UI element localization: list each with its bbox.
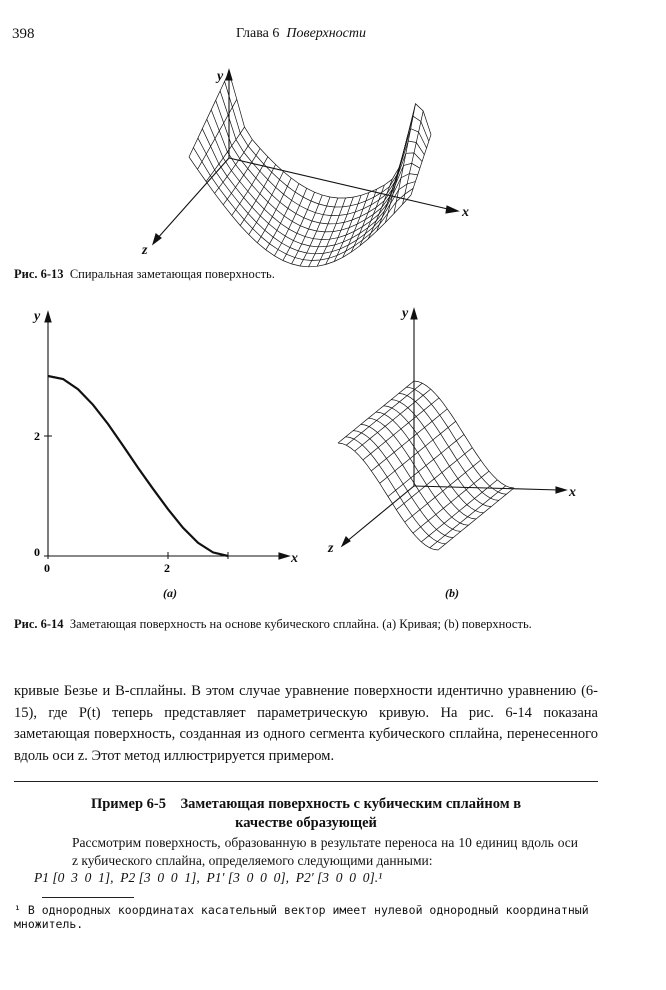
example-body [14,834,598,887]
fig13-x-arrow [446,206,458,213]
figure-6-14a-chart [0,300,320,610]
fig13-mesh-line [385,135,407,222]
fig13-mesh-line [189,72,229,157]
chapter-number: Глава 6 [236,26,280,41]
chart-ylabel: y [34,309,41,324]
fig13-caption [14,266,600,282]
fig14-caption-label: Рис. 6-14 [14,617,64,631]
fig13-label-x: x [462,205,469,220]
fig14b-label-x: x [569,485,576,500]
fig13-mesh-line [198,138,416,254]
fig13-mesh-line [394,104,416,214]
fig13-mesh-line [257,178,291,243]
chapter-title: Поверхности [286,26,366,41]
fig13-mesh-line [300,197,330,266]
chart-xtick-label: 0 [44,561,50,575]
panel-label-a: (a) [163,586,177,600]
fig13-caption-label: Рис. 6-13 [14,267,64,281]
chart-ytick-label: 2 [34,429,40,443]
chart-xtick-label: 2 [164,561,170,575]
example-text: Рассмотрим поверхность, образованную в результате переноса на 10 единиц вдоль оси z кубического сплайна, определяемого следующими данными: [72,835,578,868]
fig14-caption [14,616,600,632]
fig13-label-z: z [142,243,148,258]
example-heading [14,795,598,833]
example-points: P1 [0 3 0 1], P2 [3 0 0 1], P1′ [3 0 0 0], P2′ [3 0 0 0].¹ [34,870,383,885]
fig14-caption-text: Заметающая поверхность на основе кубического сплайна. (a) Кривая; (b) поверхность. [69,617,532,631]
fig13-label-y: y [217,69,224,84]
footnote: ¹ В однородных координатах касательный вектор имеет нулевой однородный координатный множитель. [14,903,589,931]
body-paragraph: кривые Безье и B-сплайны. В этом случае уравнение поверхности идентично уравнению (6-15), где P(t) теперь представляет параметрическую кривую. На рис. 6-14 показана заметающая поверхность, созданная из одного сегмента кубического сплайна, перенесенного вдоль оси z. Этот метод иллюстрируется примером. [14,683,598,764]
footnote-rule [42,897,134,898]
fig13-z-axis [156,158,229,240]
chart-x-arrow [279,553,289,559]
fig13-mesh-line [211,110,422,232]
example-heading-line1: Пример 6-5 Заметающая поверхность с кубическим сплайном в [90,796,522,812]
chart-xlabel: x [291,551,298,566]
fig13-mesh-line [189,157,411,267]
fig14b-label-z: z [328,541,334,556]
chart-y-arrow [45,312,51,322]
fig13-surface-mesh [189,72,431,267]
page-number: 398 [12,26,35,42]
fig14b-label-y: y [402,306,409,321]
example-heading-line2: качестве образующей [235,815,377,831]
fig13-caption-text: Спиральная заметающая поверхность. [69,267,275,281]
panel-label-b: (b) [445,586,459,600]
section-divider [14,781,598,782]
fig13-mesh-line [317,198,345,266]
chart-series-line [48,376,228,556]
chart-ytick-label: 0 [34,545,40,559]
